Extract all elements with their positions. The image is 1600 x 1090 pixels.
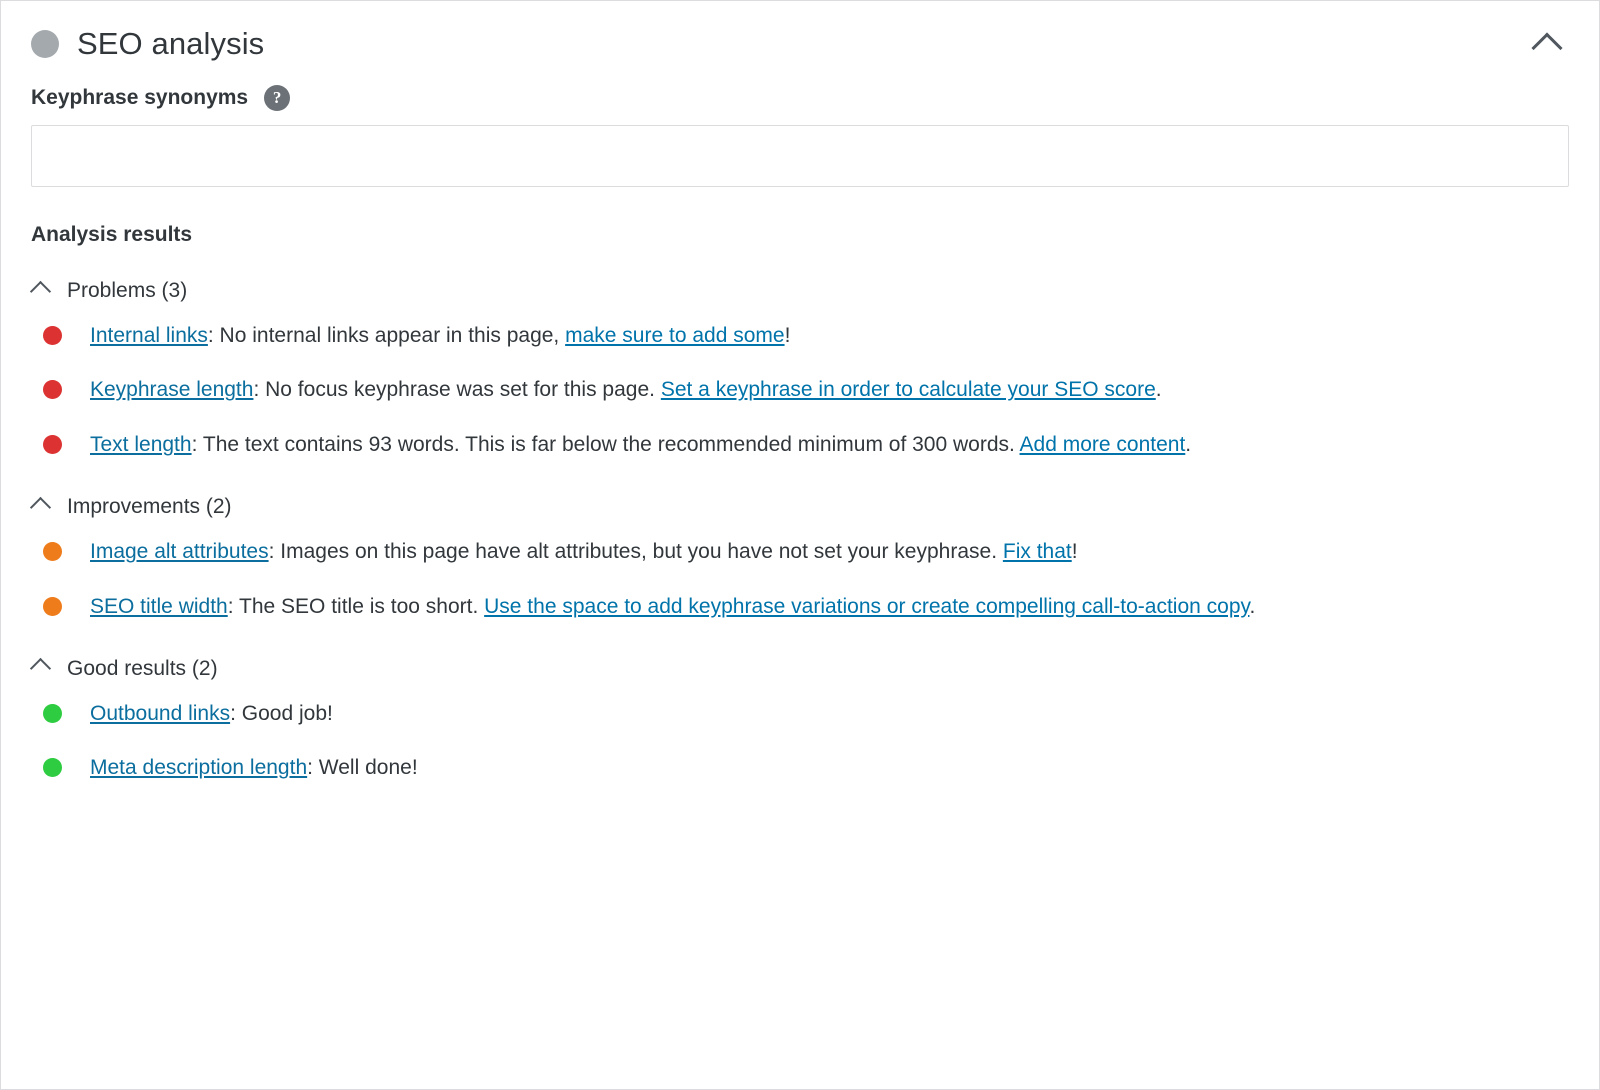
chevron-up-icon — [1531, 32, 1562, 63]
chevron-up-icon — [33, 661, 67, 676]
status-dot-icon — [43, 758, 62, 777]
panel-body — [1, 85, 1599, 834]
result-inline-link[interactable]: Use the space to add keyphrase variations or create compelling call-to-action copy — [484, 594, 1250, 618]
list-item — [31, 426, 1569, 463]
result-link[interactable]: Image alt attributes — [90, 540, 269, 564]
chevron-up-icon — [33, 284, 67, 299]
group-title-improvements: Improvements (2) — [67, 495, 232, 519]
keyphrase-synonyms-input[interactable] — [31, 125, 1569, 187]
list-item — [31, 749, 1569, 786]
page-title: SEO analysis — [77, 26, 265, 61]
result-text — [90, 588, 1255, 625]
keyphrase-synonyms-label: Keyphrase synonyms — [31, 86, 249, 110]
result-tail: ! — [784, 324, 791, 348]
result-inline-link[interactable]: Set a keyphrase in order to calculate your SEO score — [660, 378, 1156, 402]
chevron-up-icon — [33, 500, 67, 515]
status-dot-icon — [43, 597, 62, 616]
list-item — [31, 588, 1569, 625]
result-link[interactable]: Meta description length — [90, 756, 308, 780]
seo-score-bullet-icon — [31, 30, 59, 58]
result-body: : Images on this page have alt attributes, but you have not set your keyphrase. — [268, 540, 1003, 564]
result-inline-link[interactable]: Fix that — [1002, 540, 1072, 564]
status-dot-icon — [43, 704, 62, 723]
panel-header — [1, 1, 1599, 85]
help-icon[interactable]: ? — [264, 85, 290, 111]
result-body: : Well done! — [307, 756, 418, 780]
result-body: : No focus keyphrase was set for this page. — [253, 378, 661, 402]
result-body: : The SEO title is too short. — [227, 594, 485, 618]
list-item — [31, 695, 1569, 732]
result-text — [90, 426, 1191, 463]
analysis-group-good-results — [31, 653, 1569, 787]
result-tail: ! — [1071, 540, 1078, 564]
result-link[interactable]: Outbound links — [90, 701, 231, 725]
result-text — [90, 695, 333, 732]
list-item — [31, 317, 1569, 354]
panel-collapse-toggle[interactable] — [1529, 29, 1565, 57]
status-dot-icon — [43, 380, 62, 399]
group-header-improvements[interactable] — [33, 491, 1569, 523]
result-tail: . — [1155, 378, 1162, 402]
status-dot-icon — [43, 326, 62, 345]
keyphrase-synonyms-label-row — [31, 85, 1569, 111]
group-header-problems[interactable] — [33, 275, 1569, 307]
group-title-problems: Problems (3) — [67, 279, 188, 303]
result-link[interactable]: Keyphrase length — [90, 378, 254, 402]
result-list-problems — [31, 317, 1569, 463]
list-item — [31, 533, 1569, 570]
result-inline-link[interactable]: Add more content — [1019, 432, 1186, 456]
analysis-group-improvements — [31, 491, 1569, 625]
list-item — [31, 371, 1569, 408]
status-dot-icon — [43, 542, 62, 561]
analysis-results-heading: Analysis results — [31, 223, 193, 247]
result-link[interactable]: SEO title width — [90, 594, 228, 618]
result-body: : The text contains 93 words. This is far below the recommended minimum of 300 words. — [191, 432, 1020, 456]
group-title-good-results: Good results (2) — [67, 656, 218, 680]
result-text — [90, 317, 790, 354]
result-body: : No internal links appear in this page, — [207, 324, 566, 348]
group-header-good-results[interactable] — [33, 653, 1569, 685]
result-tail: . — [1249, 594, 1256, 618]
result-link[interactable]: Text length — [90, 432, 192, 456]
result-list-improvements — [31, 533, 1569, 625]
result-text — [90, 533, 1078, 570]
result-inline-link[interactable]: make sure to add some — [565, 324, 785, 348]
status-dot-icon — [43, 435, 62, 454]
result-link[interactable]: Internal links — [90, 324, 208, 348]
analysis-group-problems — [31, 275, 1569, 463]
result-body: : Good job! — [230, 701, 333, 725]
result-text — [90, 371, 1162, 408]
result-tail: . — [1185, 432, 1192, 456]
result-list-good-results — [31, 695, 1569, 787]
result-text — [90, 749, 418, 786]
